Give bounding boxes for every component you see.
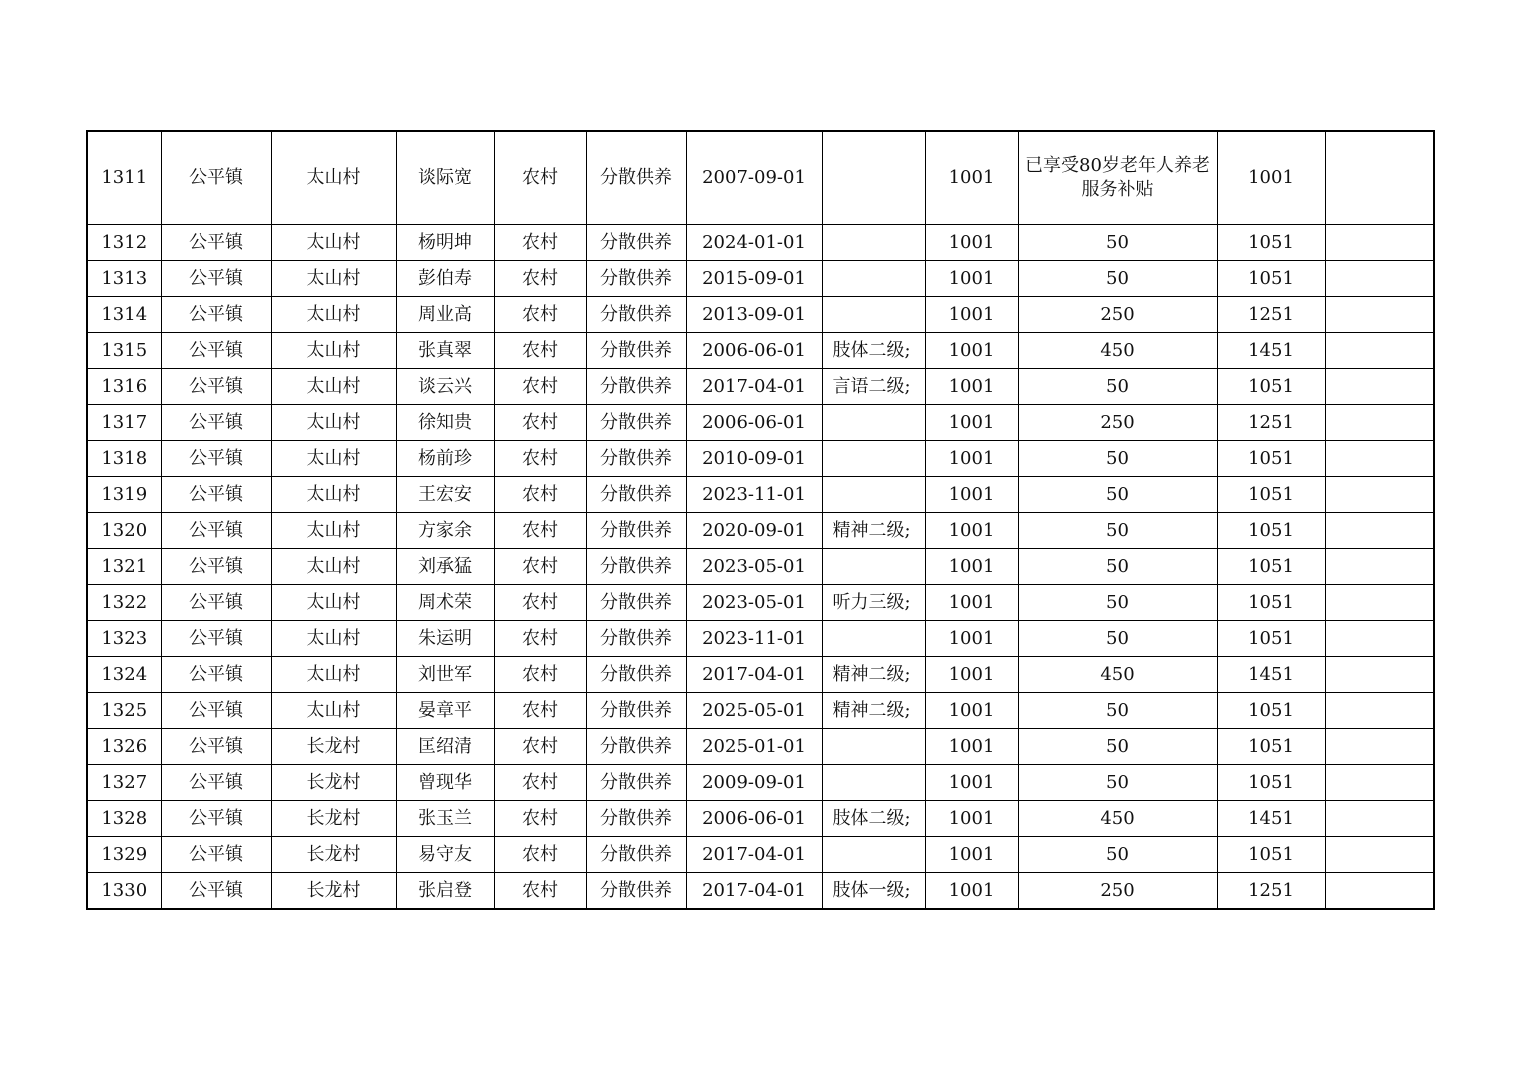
town-cell: 公平镇 bbox=[161, 441, 271, 477]
base-amount-cell: 1001 bbox=[925, 873, 1018, 910]
extra-subsidy-cell: 已享受80岁老年人养老服务补贴 bbox=[1018, 131, 1217, 225]
total-amount-cell: 1051 bbox=[1217, 261, 1325, 297]
support-type-cell: 分散供养 bbox=[586, 369, 686, 405]
town-cell: 公平镇 bbox=[161, 131, 271, 225]
total-amount-cell: 1051 bbox=[1217, 513, 1325, 549]
start-date-cell: 2023-11-01 bbox=[686, 621, 822, 657]
extra-subsidy-cell: 450 bbox=[1018, 657, 1217, 693]
town-cell: 公平镇 bbox=[161, 405, 271, 441]
remark-cell bbox=[1325, 837, 1434, 873]
remark-cell bbox=[1325, 225, 1434, 261]
table-row bbox=[87, 657, 1434, 693]
disability-level-cell: 肢体一级; bbox=[822, 873, 925, 910]
area-type-cell: 农村 bbox=[494, 765, 586, 801]
start-date-cell: 2023-11-01 bbox=[686, 477, 822, 513]
person-name-cell: 匡绍清 bbox=[396, 729, 494, 765]
disability-level-cell: 精神二级; bbox=[822, 693, 925, 729]
disability-level-cell: 肢体二级; bbox=[822, 333, 925, 369]
serial-number-cell: 1323 bbox=[87, 621, 161, 657]
table-row bbox=[87, 585, 1434, 621]
table-row bbox=[87, 225, 1434, 261]
total-amount-cell: 1051 bbox=[1217, 549, 1325, 585]
town-cell: 公平镇 bbox=[161, 225, 271, 261]
start-date-cell: 2017-04-01 bbox=[686, 657, 822, 693]
extra-subsidy-cell: 50 bbox=[1018, 549, 1217, 585]
support-type-cell: 分散供养 bbox=[586, 549, 686, 585]
base-amount-cell: 1001 bbox=[925, 801, 1018, 837]
town-cell: 公平镇 bbox=[161, 837, 271, 873]
total-amount-cell: 1251 bbox=[1217, 405, 1325, 441]
total-amount-cell: 1451 bbox=[1217, 801, 1325, 837]
remark-cell bbox=[1325, 549, 1434, 585]
support-type-cell: 分散供养 bbox=[586, 441, 686, 477]
serial-number-cell: 1325 bbox=[87, 693, 161, 729]
person-name-cell: 张启登 bbox=[396, 873, 494, 910]
table-row bbox=[87, 693, 1434, 729]
total-amount-cell: 1251 bbox=[1217, 873, 1325, 910]
total-amount-cell: 1451 bbox=[1217, 657, 1325, 693]
base-amount-cell: 1001 bbox=[925, 333, 1018, 369]
town-cell: 公平镇 bbox=[161, 333, 271, 369]
village-cell: 太山村 bbox=[271, 477, 396, 513]
remark-cell bbox=[1325, 131, 1434, 225]
disability-level-cell bbox=[822, 131, 925, 225]
base-amount-cell: 1001 bbox=[925, 693, 1018, 729]
remark-cell bbox=[1325, 801, 1434, 837]
start-date-cell: 2006-06-01 bbox=[686, 333, 822, 369]
table-row bbox=[87, 405, 1434, 441]
extra-subsidy-cell: 50 bbox=[1018, 729, 1217, 765]
base-amount-cell: 1001 bbox=[925, 765, 1018, 801]
area-type-cell: 农村 bbox=[494, 513, 586, 549]
base-amount-cell: 1001 bbox=[925, 297, 1018, 333]
support-type-cell: 分散供养 bbox=[586, 765, 686, 801]
start-date-cell: 2010-09-01 bbox=[686, 441, 822, 477]
serial-number-cell: 1317 bbox=[87, 405, 161, 441]
person-name-cell: 刘世军 bbox=[396, 657, 494, 693]
support-type-cell: 分散供养 bbox=[586, 657, 686, 693]
table-row bbox=[87, 297, 1434, 333]
data-table bbox=[86, 130, 1435, 910]
remark-cell bbox=[1325, 621, 1434, 657]
village-cell: 太山村 bbox=[271, 297, 396, 333]
base-amount-cell: 1001 bbox=[925, 477, 1018, 513]
town-cell: 公平镇 bbox=[161, 657, 271, 693]
town-cell: 公平镇 bbox=[161, 873, 271, 910]
serial-number-cell: 1311 bbox=[87, 131, 161, 225]
start-date-cell: 2006-06-01 bbox=[686, 801, 822, 837]
area-type-cell: 农村 bbox=[494, 333, 586, 369]
town-cell: 公平镇 bbox=[161, 693, 271, 729]
disability-level-cell bbox=[822, 225, 925, 261]
area-type-cell: 农村 bbox=[494, 621, 586, 657]
town-cell: 公平镇 bbox=[161, 297, 271, 333]
total-amount-cell: 1051 bbox=[1217, 621, 1325, 657]
remark-cell bbox=[1325, 765, 1434, 801]
area-type-cell: 农村 bbox=[494, 729, 586, 765]
village-cell: 长龙村 bbox=[271, 801, 396, 837]
disability-level-cell bbox=[822, 765, 925, 801]
extra-subsidy-cell: 50 bbox=[1018, 441, 1217, 477]
total-amount-cell: 1051 bbox=[1217, 369, 1325, 405]
person-name-cell: 张玉兰 bbox=[396, 801, 494, 837]
extra-subsidy-cell: 50 bbox=[1018, 369, 1217, 405]
area-type-cell: 农村 bbox=[494, 297, 586, 333]
disability-level-cell bbox=[822, 837, 925, 873]
table-row bbox=[87, 837, 1434, 873]
town-cell: 公平镇 bbox=[161, 513, 271, 549]
disability-level-cell bbox=[822, 621, 925, 657]
person-name-cell: 杨前珍 bbox=[396, 441, 494, 477]
disability-level-cell bbox=[822, 405, 925, 441]
extra-subsidy-cell: 50 bbox=[1018, 765, 1217, 801]
person-name-cell: 徐知贵 bbox=[396, 405, 494, 441]
total-amount-cell: 1051 bbox=[1217, 693, 1325, 729]
remark-cell bbox=[1325, 477, 1434, 513]
serial-number-cell: 1321 bbox=[87, 549, 161, 585]
total-amount-cell: 1051 bbox=[1217, 585, 1325, 621]
extra-subsidy-cell: 50 bbox=[1018, 621, 1217, 657]
disability-level-cell bbox=[822, 261, 925, 297]
table-row bbox=[87, 621, 1434, 657]
village-cell: 太山村 bbox=[271, 441, 396, 477]
extra-subsidy-cell: 250 bbox=[1018, 873, 1217, 910]
remark-cell bbox=[1325, 441, 1434, 477]
base-amount-cell: 1001 bbox=[925, 585, 1018, 621]
village-cell: 长龙村 bbox=[271, 873, 396, 910]
start-date-cell: 2020-09-01 bbox=[686, 513, 822, 549]
remark-cell bbox=[1325, 369, 1434, 405]
support-type-cell: 分散供养 bbox=[586, 405, 686, 441]
support-type-cell: 分散供养 bbox=[586, 837, 686, 873]
serial-number-cell: 1315 bbox=[87, 333, 161, 369]
disability-level-cell: 听力三级; bbox=[822, 585, 925, 621]
town-cell: 公平镇 bbox=[161, 729, 271, 765]
serial-number-cell: 1320 bbox=[87, 513, 161, 549]
serial-number-cell: 1324 bbox=[87, 657, 161, 693]
support-type-cell: 分散供养 bbox=[586, 729, 686, 765]
remark-cell bbox=[1325, 657, 1434, 693]
serial-number-cell: 1312 bbox=[87, 225, 161, 261]
town-cell: 公平镇 bbox=[161, 549, 271, 585]
total-amount-cell: 1251 bbox=[1217, 297, 1325, 333]
area-type-cell: 农村 bbox=[494, 225, 586, 261]
base-amount-cell: 1001 bbox=[925, 837, 1018, 873]
support-type-cell: 分散供养 bbox=[586, 477, 686, 513]
area-type-cell: 农村 bbox=[494, 131, 586, 225]
start-date-cell: 2013-09-01 bbox=[686, 297, 822, 333]
village-cell: 太山村 bbox=[271, 621, 396, 657]
serial-number-cell: 1328 bbox=[87, 801, 161, 837]
village-cell: 长龙村 bbox=[271, 765, 396, 801]
town-cell: 公平镇 bbox=[161, 585, 271, 621]
remark-cell bbox=[1325, 333, 1434, 369]
person-name-cell: 杨明坤 bbox=[396, 225, 494, 261]
start-date-cell: 2023-05-01 bbox=[686, 549, 822, 585]
village-cell: 太山村 bbox=[271, 585, 396, 621]
remark-cell bbox=[1325, 693, 1434, 729]
start-date-cell: 2017-04-01 bbox=[686, 369, 822, 405]
support-type-cell: 分散供养 bbox=[586, 131, 686, 225]
serial-number-cell: 1330 bbox=[87, 873, 161, 910]
remark-cell bbox=[1325, 729, 1434, 765]
serial-number-cell: 1316 bbox=[87, 369, 161, 405]
table-row bbox=[87, 801, 1434, 837]
person-name-cell: 刘承猛 bbox=[396, 549, 494, 585]
extra-subsidy-cell: 50 bbox=[1018, 261, 1217, 297]
village-cell: 太山村 bbox=[271, 693, 396, 729]
village-cell: 长龙村 bbox=[271, 837, 396, 873]
extra-subsidy-cell: 50 bbox=[1018, 477, 1217, 513]
table-body bbox=[87, 131, 1434, 909]
base-amount-cell: 1001 bbox=[925, 513, 1018, 549]
serial-number-cell: 1326 bbox=[87, 729, 161, 765]
base-amount-cell: 1001 bbox=[925, 441, 1018, 477]
person-name-cell: 周业高 bbox=[396, 297, 494, 333]
serial-number-cell: 1322 bbox=[87, 585, 161, 621]
disability-level-cell: 精神二级; bbox=[822, 513, 925, 549]
start-date-cell: 2017-04-01 bbox=[686, 873, 822, 910]
town-cell: 公平镇 bbox=[161, 765, 271, 801]
person-name-cell: 张真翠 bbox=[396, 333, 494, 369]
total-amount-cell: 1451 bbox=[1217, 333, 1325, 369]
total-amount-cell: 1051 bbox=[1217, 477, 1325, 513]
remark-cell bbox=[1325, 585, 1434, 621]
person-name-cell: 谈云兴 bbox=[396, 369, 494, 405]
remark-cell bbox=[1325, 261, 1434, 297]
total-amount-cell: 1051 bbox=[1217, 837, 1325, 873]
person-name-cell: 彭伯寿 bbox=[396, 261, 494, 297]
table-row bbox=[87, 369, 1434, 405]
base-amount-cell: 1001 bbox=[925, 405, 1018, 441]
village-cell: 太山村 bbox=[271, 513, 396, 549]
serial-number-cell: 1319 bbox=[87, 477, 161, 513]
area-type-cell: 农村 bbox=[494, 441, 586, 477]
extra-subsidy-cell: 450 bbox=[1018, 801, 1217, 837]
disability-level-cell: 肢体二级; bbox=[822, 801, 925, 837]
serial-number-cell: 1329 bbox=[87, 837, 161, 873]
table-row bbox=[87, 333, 1434, 369]
extra-subsidy-cell: 250 bbox=[1018, 297, 1217, 333]
table-row bbox=[87, 729, 1434, 765]
total-amount-cell: 1001 bbox=[1217, 131, 1325, 225]
start-date-cell: 2006-06-01 bbox=[686, 405, 822, 441]
start-date-cell: 2017-04-01 bbox=[686, 837, 822, 873]
table-row bbox=[87, 261, 1434, 297]
area-type-cell: 农村 bbox=[494, 837, 586, 873]
total-amount-cell: 1051 bbox=[1217, 729, 1325, 765]
support-type-cell: 分散供养 bbox=[586, 585, 686, 621]
table-row bbox=[87, 549, 1434, 585]
base-amount-cell: 1001 bbox=[925, 549, 1018, 585]
extra-subsidy-cell: 50 bbox=[1018, 513, 1217, 549]
total-amount-cell: 1051 bbox=[1217, 765, 1325, 801]
area-type-cell: 农村 bbox=[494, 585, 586, 621]
area-type-cell: 农村 bbox=[494, 405, 586, 441]
base-amount-cell: 1001 bbox=[925, 225, 1018, 261]
table-row bbox=[87, 131, 1434, 225]
serial-number-cell: 1314 bbox=[87, 297, 161, 333]
disability-level-cell bbox=[822, 477, 925, 513]
village-cell: 太山村 bbox=[271, 225, 396, 261]
village-cell: 太山村 bbox=[271, 333, 396, 369]
support-type-cell: 分散供养 bbox=[586, 801, 686, 837]
village-cell: 长龙村 bbox=[271, 729, 396, 765]
support-type-cell: 分散供养 bbox=[586, 693, 686, 729]
support-type-cell: 分散供养 bbox=[586, 513, 686, 549]
area-type-cell: 农村 bbox=[494, 369, 586, 405]
town-cell: 公平镇 bbox=[161, 369, 271, 405]
person-name-cell: 易守友 bbox=[396, 837, 494, 873]
person-name-cell: 曾现华 bbox=[396, 765, 494, 801]
start-date-cell: 2023-05-01 bbox=[686, 585, 822, 621]
start-date-cell: 2009-09-01 bbox=[686, 765, 822, 801]
table-row bbox=[87, 441, 1434, 477]
start-date-cell: 2007-09-01 bbox=[686, 131, 822, 225]
area-type-cell: 农村 bbox=[494, 549, 586, 585]
base-amount-cell: 1001 bbox=[925, 131, 1018, 225]
remark-cell bbox=[1325, 873, 1434, 910]
extra-subsidy-cell: 50 bbox=[1018, 693, 1217, 729]
area-type-cell: 农村 bbox=[494, 873, 586, 910]
town-cell: 公平镇 bbox=[161, 621, 271, 657]
area-type-cell: 农村 bbox=[494, 657, 586, 693]
serial-number-cell: 1313 bbox=[87, 261, 161, 297]
person-name-cell: 晏章平 bbox=[396, 693, 494, 729]
support-type-cell: 分散供养 bbox=[586, 225, 686, 261]
extra-subsidy-cell: 50 bbox=[1018, 837, 1217, 873]
base-amount-cell: 1001 bbox=[925, 621, 1018, 657]
person-name-cell: 谈际宽 bbox=[396, 131, 494, 225]
serial-number-cell: 1327 bbox=[87, 765, 161, 801]
base-amount-cell: 1001 bbox=[925, 729, 1018, 765]
extra-subsidy-cell: 450 bbox=[1018, 333, 1217, 369]
disability-level-cell: 精神二级; bbox=[822, 657, 925, 693]
town-cell: 公平镇 bbox=[161, 477, 271, 513]
support-type-cell: 分散供养 bbox=[586, 297, 686, 333]
remark-cell bbox=[1325, 405, 1434, 441]
person-name-cell: 方家余 bbox=[396, 513, 494, 549]
base-amount-cell: 1001 bbox=[925, 657, 1018, 693]
area-type-cell: 农村 bbox=[494, 801, 586, 837]
village-cell: 太山村 bbox=[271, 369, 396, 405]
start-date-cell: 2024-01-01 bbox=[686, 225, 822, 261]
village-cell: 太山村 bbox=[271, 549, 396, 585]
disability-level-cell bbox=[822, 549, 925, 585]
table-row bbox=[87, 765, 1434, 801]
person-name-cell: 王宏安 bbox=[396, 477, 494, 513]
area-type-cell: 农村 bbox=[494, 693, 586, 729]
disability-level-cell bbox=[822, 441, 925, 477]
serial-number-cell: 1318 bbox=[87, 441, 161, 477]
support-type-cell: 分散供养 bbox=[586, 873, 686, 910]
start-date-cell: 2025-01-01 bbox=[686, 729, 822, 765]
table-row bbox=[87, 513, 1434, 549]
person-name-cell: 周术荣 bbox=[396, 585, 494, 621]
village-cell: 太山村 bbox=[271, 657, 396, 693]
extra-subsidy-cell: 50 bbox=[1018, 225, 1217, 261]
total-amount-cell: 1051 bbox=[1217, 441, 1325, 477]
disability-level-cell bbox=[822, 297, 925, 333]
village-cell: 太山村 bbox=[271, 131, 396, 225]
disability-level-cell: 言语二级; bbox=[822, 369, 925, 405]
table-row bbox=[87, 873, 1434, 910]
start-date-cell: 2025-05-01 bbox=[686, 693, 822, 729]
disability-level-cell bbox=[822, 729, 925, 765]
extra-subsidy-cell: 250 bbox=[1018, 405, 1217, 441]
support-type-cell: 分散供养 bbox=[586, 621, 686, 657]
town-cell: 公平镇 bbox=[161, 801, 271, 837]
support-type-cell: 分散供养 bbox=[586, 261, 686, 297]
total-amount-cell: 1051 bbox=[1217, 225, 1325, 261]
start-date-cell: 2015-09-01 bbox=[686, 261, 822, 297]
person-name-cell: 朱运明 bbox=[396, 621, 494, 657]
remark-cell bbox=[1325, 297, 1434, 333]
extra-subsidy-cell: 50 bbox=[1018, 585, 1217, 621]
base-amount-cell: 1001 bbox=[925, 261, 1018, 297]
area-type-cell: 农村 bbox=[494, 477, 586, 513]
village-cell: 太山村 bbox=[271, 261, 396, 297]
support-type-cell: 分散供养 bbox=[586, 333, 686, 369]
town-cell: 公平镇 bbox=[161, 261, 271, 297]
base-amount-cell: 1001 bbox=[925, 369, 1018, 405]
remark-cell bbox=[1325, 513, 1434, 549]
table-row bbox=[87, 477, 1434, 513]
village-cell: 太山村 bbox=[271, 405, 396, 441]
area-type-cell: 农村 bbox=[494, 261, 586, 297]
